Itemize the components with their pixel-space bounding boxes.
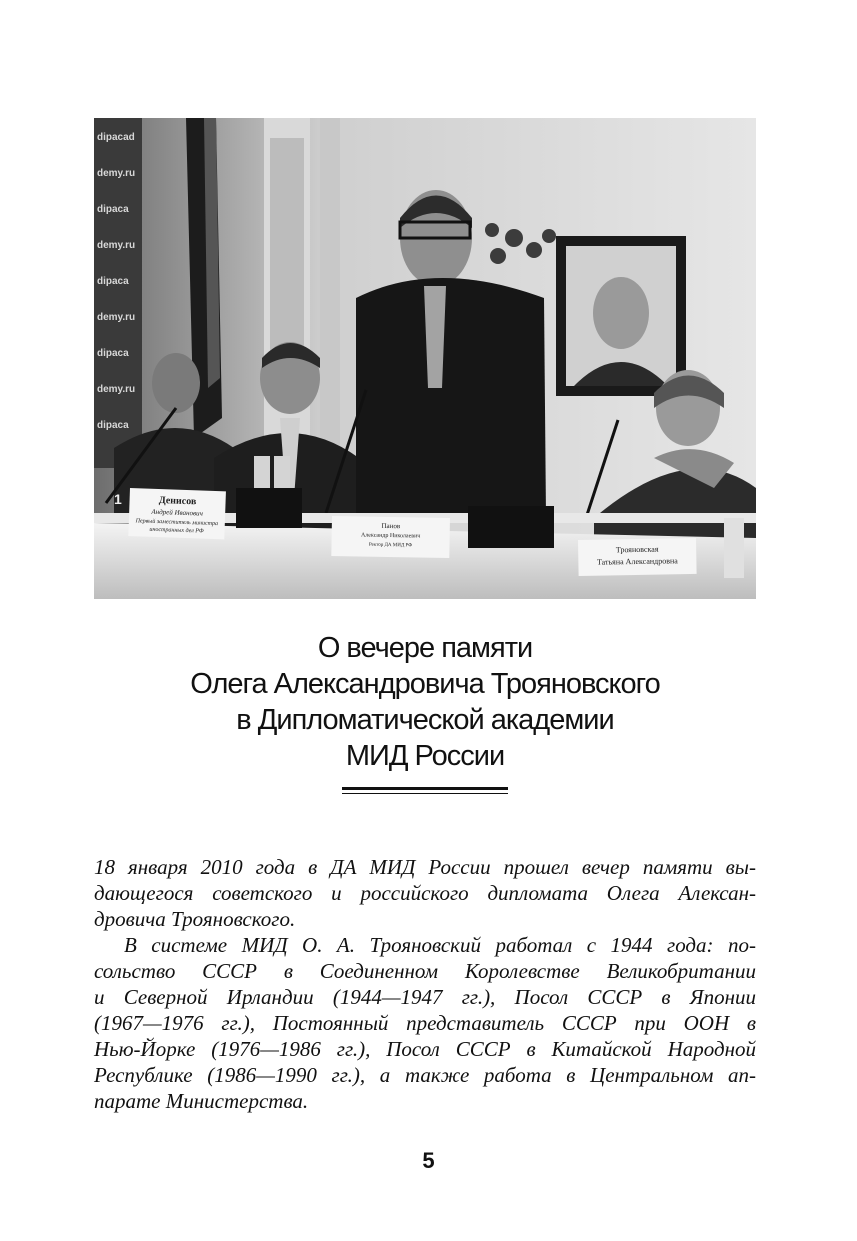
desk-monitor [236, 488, 302, 528]
text-line: Республике (1986—1990 гг.), а также работа в Центральном ап- [94, 1063, 756, 1087]
text-line: (1967—1976 гг.), Постоянный представитель СССР при ООН в [94, 1011, 756, 1035]
banner-text: dipaca [97, 276, 129, 287]
nameplate-troyanovskaya [578, 538, 697, 576]
portrait-face [593, 277, 649, 349]
article-body [94, 854, 756, 1114]
banner-text: demy.ru [97, 240, 136, 251]
nameplate-subname: Татьяна Александровна [596, 556, 678, 567]
banner-text: demy.ru [97, 312, 136, 323]
title-line: МИД России [345, 740, 505, 772]
person-left-head [152, 353, 200, 413]
banner-text: dipaca [97, 420, 129, 431]
nameplate-name: Панов [381, 521, 401, 531]
banner-text: dipaca [97, 348, 129, 359]
text-line: дающегося советского и российского дипломата Олега Алексан- [94, 881, 756, 905]
banner-text: dipacad [97, 132, 135, 143]
text-line: и Северной Ирландии (1944—1947 гг.), Посол СССР в Японии [94, 985, 756, 1009]
text-line: дровича Трояновского. [94, 907, 296, 931]
banner-text: demy.ru [97, 384, 136, 395]
title-line: Олега Александровича Трояновского [190, 668, 660, 700]
nameplate-subname: Александр Николаевич [360, 532, 421, 540]
number-marker: 1 [114, 491, 122, 507]
banner-text: dipaca [97, 204, 129, 215]
event-photo [94, 118, 756, 599]
nameplate-role: Ректор ДА МИД РФ [368, 542, 413, 549]
nameplate-name: Трояновская [615, 544, 659, 555]
speaker-body [356, 278, 546, 518]
article-title [94, 630, 756, 774]
nameplate-name: Денисов [158, 495, 197, 508]
page-number: 5 [422, 1148, 435, 1173]
text-line: парате Министерства. [94, 1089, 309, 1113]
title-divider-thin [342, 793, 508, 794]
nameplate-subname: Андрей Иванович [151, 507, 204, 518]
nameplate-role: Первый заместитель министра [135, 518, 219, 528]
desk-monitor [468, 506, 554, 548]
text-line: Нью-Йорке (1976—1986 гг.), Посол СССР в Китайской Народной [94, 1037, 756, 1061]
nameplate-role: иностранных дел РФ [149, 526, 204, 535]
nameplate-denisov [128, 488, 226, 539]
text-line: 18 января 2010 года в ДА МИД России прошел вечер памяти вы- [94, 855, 756, 879]
text-line: сольство СССР в Соединенном Королевстве Великобритании [94, 959, 756, 983]
title-line: О вечере памяти [317, 632, 533, 664]
title-divider [342, 787, 508, 790]
water-bottle [724, 518, 744, 578]
banner-text: demy.ru [97, 168, 136, 179]
title-line: в Дипломатической академии [236, 704, 614, 736]
nameplate-panov [331, 516, 450, 558]
text-line: В системе МИД О. А. Трояновский работал с 1944 года: по- [124, 933, 756, 957]
